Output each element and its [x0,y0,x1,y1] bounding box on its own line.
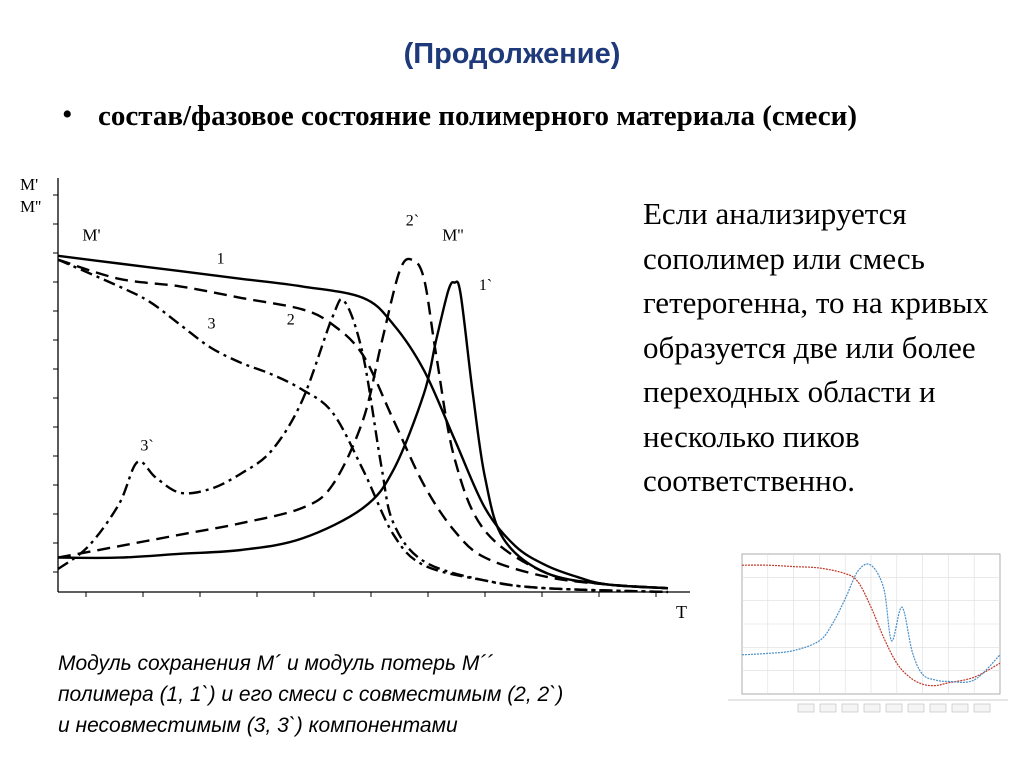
series-line [58,259,668,588]
y-axis-label: M'' [20,197,42,216]
main-chart-series [58,256,668,592]
caption-line: и несовместимым (3, 3`) компонентами [58,714,458,737]
y-axis-label: M' [20,175,39,194]
series-line [58,260,668,592]
caption-line: Модуль сохранения M´ и модуль потерь M´´ [58,652,494,675]
thumbnail-toolbar-control [974,704,990,712]
curve-label: 2 [286,311,295,329]
bullet-icon: • [62,98,73,131]
thumbnail-toolbar-control [820,704,836,712]
curve-label: 1` [478,277,493,295]
thumbnail-toolbar-control [886,704,902,712]
curve-label: M'' [442,225,464,245]
curve-label: 3` [140,437,154,455]
thumbnail-toolbar-control [908,704,924,712]
thumbnail-chart [728,548,1008,720]
thumbnail-toolbar-control [952,704,968,712]
curve-label: 3 [207,315,216,333]
thumbnail-toolbar-control [842,704,858,712]
main-chart-labels [20,175,687,622]
x-axis-label: T [676,602,687,622]
figure-caption [58,648,758,741]
series-line [58,260,668,589]
curve-label: 2` [405,212,420,230]
bullet-text: состав/фазовое состояние полимерного материала (смеси) [98,100,857,132]
thumbnail-toolbar-control [864,704,880,712]
slide-title: (Продолжение) [403,38,621,70]
series-line [58,282,668,589]
thumbnail-toolbar-control [930,704,946,712]
curve-label: M' [82,225,101,245]
curve-label: 1 [216,250,225,268]
thumbnail-toolbar-control [798,704,814,712]
series-line [58,256,668,588]
modulus-chart [0,160,700,630]
side-text: Если анализируется сополимер или смесь гетерогенна, то на кривых образуется две или более переходных области и несколько пиков соответственно. [643,196,989,498]
main-chart-axes [53,178,690,597]
caption-line: полимера (1, 1`) и его смеси с совместимым (2, 2`) [58,683,564,706]
